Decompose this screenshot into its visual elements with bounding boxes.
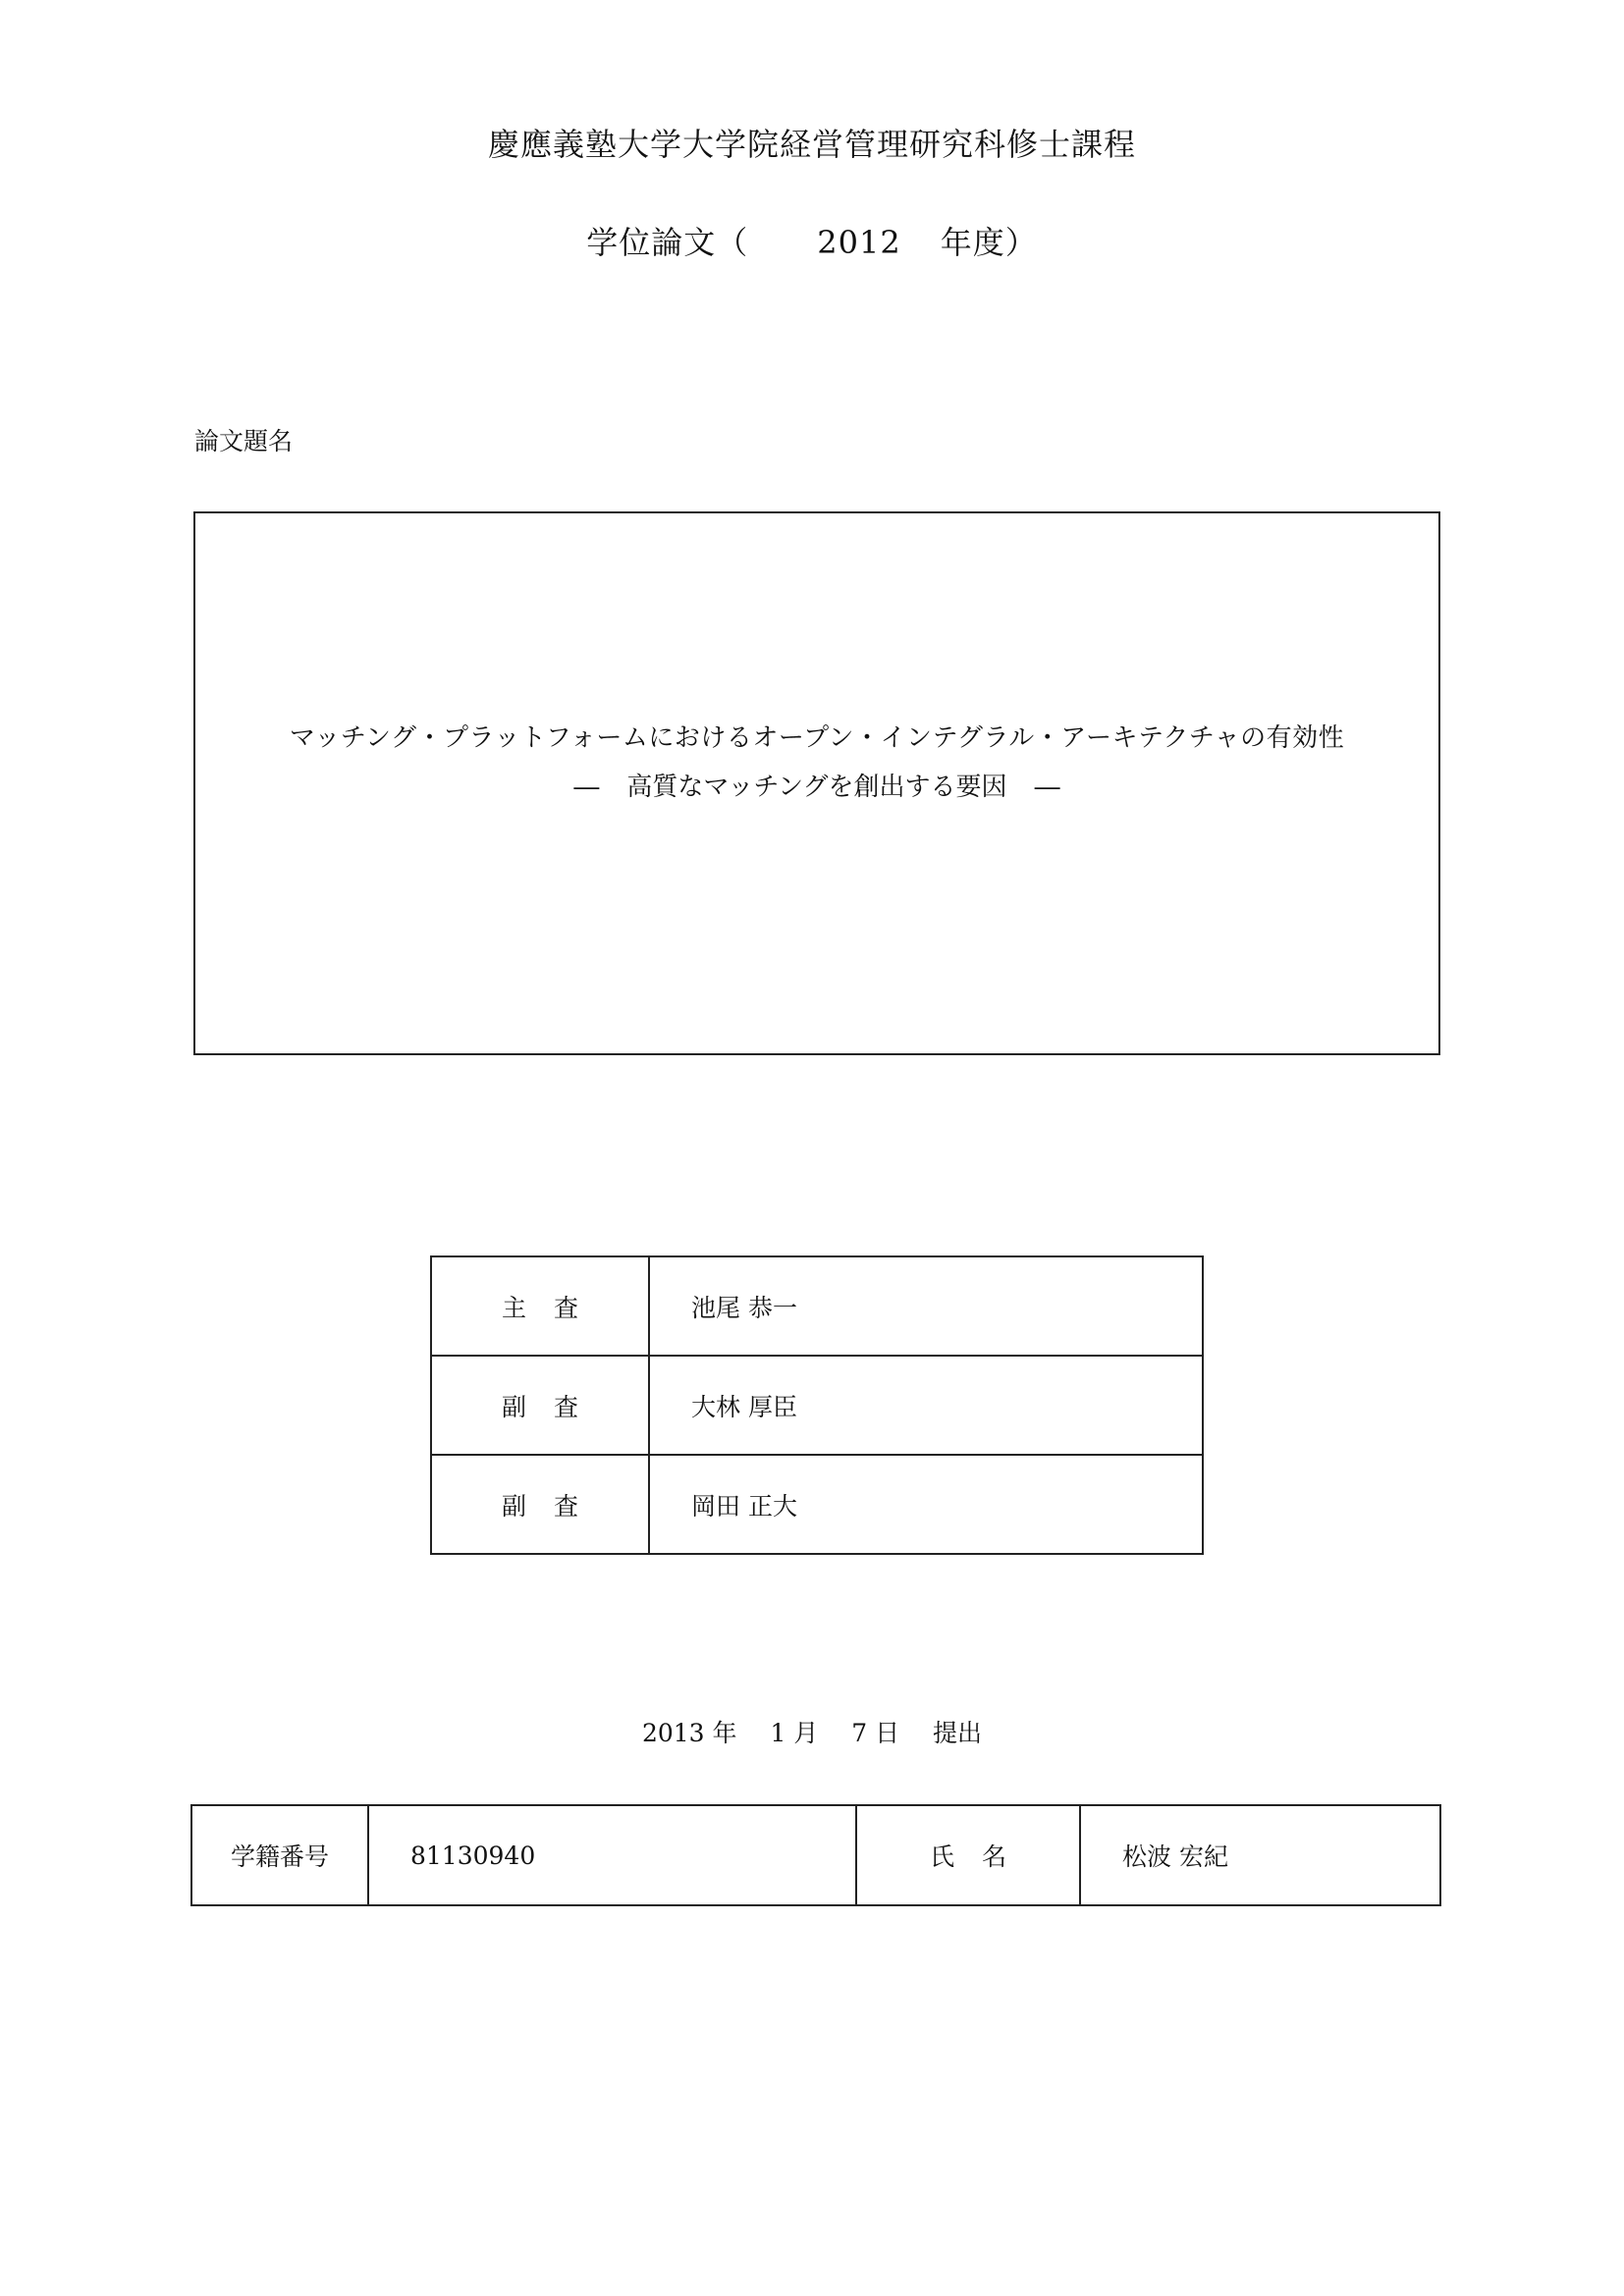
thesis-title: マッチング・プラットフォームにおけるオープン・インテグラル・アーキテクチャの有効性 (289, 723, 1345, 753)
submission-year: 2013 (641, 1719, 705, 1747)
committee-role: 副査 (431, 1356, 649, 1455)
submission-month-unit: 月 (793, 1719, 819, 1747)
thesis-title-label: 論文題名 (194, 427, 294, 455)
submission-day: 7 (851, 1719, 868, 1747)
committee-name: 池尾 恭一 (649, 1256, 1203, 1356)
committee-role: 主査 (431, 1256, 649, 1356)
student-info-row (191, 1805, 1440, 1905)
committee-row-sub-2 (431, 1455, 1203, 1554)
submission-day-unit: 日 (875, 1719, 900, 1747)
committee-name: 大林 厚臣 (649, 1356, 1203, 1455)
committee-role: 副査 (431, 1455, 649, 1554)
degree-heading (0, 218, 1624, 263)
committee-row-sub-1 (431, 1356, 1203, 1455)
thesis-subtitle (195, 767, 1438, 803)
student-id-label: 学籍番号 (191, 1805, 368, 1905)
submission-date (0, 1714, 1624, 1749)
student-name-value: 松波 宏紀 (1080, 1805, 1440, 1905)
degree-prefix: 学位論文（ (586, 224, 749, 261)
committee-row-chief (431, 1256, 1203, 1356)
submission-action: 提出 (933, 1719, 983, 1747)
degree-year: 2012 (817, 224, 901, 261)
degree-suffix: 年度） (940, 224, 1038, 261)
subtitle-text: 高質なマッチングを創出する要因 (626, 773, 1007, 802)
student-name-label: 氏名 (856, 1805, 1080, 1905)
committee-name: 岡田 正大 (649, 1455, 1203, 1554)
subtitle-dash-left: ― (573, 773, 600, 802)
submission-month: 1 (770, 1719, 786, 1747)
institution-heading: 慶應義塾大学大学院経営管理研究科修士課程 (487, 126, 1136, 163)
subtitle-dash-right: ― (1034, 773, 1060, 802)
committee-table (430, 1255, 1204, 1555)
thesis-title-box (193, 511, 1440, 1055)
student-info-table (190, 1804, 1441, 1906)
submission-year-unit: 年 (712, 1719, 737, 1747)
student-id-value: 81130940 (368, 1805, 856, 1905)
